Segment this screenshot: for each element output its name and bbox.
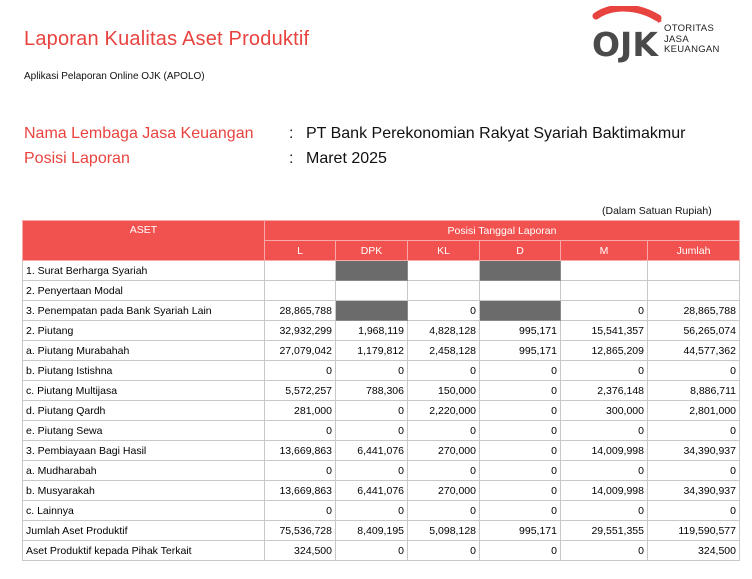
- value-cell: 995,171: [480, 341, 561, 361]
- value-cell: [561, 261, 648, 281]
- column-header: L: [265, 241, 336, 261]
- value-cell: 5,098,128: [408, 521, 480, 541]
- value-cell: 0: [480, 441, 561, 461]
- logo-mark: OJK: [592, 25, 658, 64]
- value-cell: 0: [336, 421, 408, 441]
- value-cell: 12,865,209: [561, 341, 648, 361]
- shaded-cell: [336, 261, 408, 281]
- table-row: [23, 501, 740, 521]
- value-cell: 0: [336, 361, 408, 381]
- info-colon: :: [289, 149, 294, 167]
- value-cell: [265, 261, 336, 281]
- table-row: [23, 261, 740, 281]
- value-cell: 0: [480, 401, 561, 421]
- value-cell: 44,577,362: [648, 341, 740, 361]
- value-cell: 2,458,128: [408, 341, 480, 361]
- value-cell: 0: [561, 361, 648, 381]
- value-cell: 0: [648, 501, 740, 521]
- posisi-value: Maret 2025: [306, 149, 387, 167]
- value-cell: 0: [408, 501, 480, 521]
- app-subtitle: Aplikasi Pelaporan Online OJK (APOLO): [24, 71, 205, 82]
- value-cell: 300,000: [561, 401, 648, 421]
- row-label: 1. Surat Berharga Syariah: [23, 261, 265, 281]
- group-header: Posisi Tanggal Laporan: [265, 221, 740, 241]
- table-body: [23, 261, 740, 561]
- value-cell: 0: [648, 421, 740, 441]
- page-title: Laporan Kualitas Aset Produktif: [24, 28, 310, 50]
- row-label: c. Piutang Multijasa: [23, 381, 265, 401]
- unit-note: (Dalam Satuan Rupiah): [602, 205, 712, 217]
- table-row: [23, 521, 740, 541]
- value-cell: [480, 281, 561, 301]
- value-cell: [648, 261, 740, 281]
- shaded-cell: [480, 301, 561, 321]
- value-cell: 27,079,042: [265, 341, 336, 361]
- column-header: KL: [408, 241, 480, 261]
- row-label: 2. Penyertaan Modal: [23, 281, 265, 301]
- value-cell: 15,541,357: [561, 321, 648, 341]
- ojk-logo-icon: [590, 6, 664, 66]
- table-row: [23, 481, 740, 501]
- table-row: [23, 361, 740, 381]
- value-cell: 1,179,812: [336, 341, 408, 361]
- row-label: Jumlah Aset Produktif: [23, 521, 265, 541]
- value-cell: 0: [561, 301, 648, 321]
- logo-line-1: OTORITAS: [664, 23, 715, 34]
- column-header: D: [480, 241, 561, 261]
- row-label: a. Piutang Murabahah: [23, 341, 265, 361]
- value-cell: 0: [265, 421, 336, 441]
- shaded-cell: [336, 301, 408, 321]
- value-cell: 324,500: [265, 541, 336, 561]
- value-cell: 0: [265, 461, 336, 481]
- value-cell: 0: [480, 461, 561, 481]
- value-cell: 0: [648, 461, 740, 481]
- value-cell: 0: [408, 361, 480, 381]
- asset-quality-table: [22, 220, 740, 561]
- report-info: [24, 121, 685, 171]
- value-cell: 150,000: [408, 381, 480, 401]
- value-cell: 34,390,937: [648, 441, 740, 461]
- value-cell: 0: [408, 301, 480, 321]
- value-cell: 0: [480, 381, 561, 401]
- value-cell: 4,828,128: [408, 321, 480, 341]
- aset-header: ASET: [23, 221, 265, 261]
- value-cell: 8,886,711: [648, 381, 740, 401]
- value-cell: 28,865,788: [265, 301, 336, 321]
- value-cell: 1,968,119: [336, 321, 408, 341]
- row-label: d. Piutang Qardh: [23, 401, 265, 421]
- lembaga-value: PT Bank Perekonomian Rakyat Syariah Baktimakmur: [306, 124, 686, 142]
- table-row: [23, 321, 740, 341]
- logo-line-2: JASA: [664, 33, 689, 45]
- table-row: [23, 421, 740, 441]
- info-row-posisi: [24, 146, 685, 171]
- row-label: b. Musyarakah: [23, 481, 265, 501]
- row-label: b. Piutang Istishna: [23, 361, 265, 381]
- column-header: DPK: [336, 241, 408, 261]
- row-label: 2. Piutang: [23, 321, 265, 341]
- value-cell: 14,009,998: [561, 481, 648, 501]
- value-cell: 0: [408, 421, 480, 441]
- value-cell: 0: [480, 541, 561, 561]
- value-cell: 0: [265, 501, 336, 521]
- value-cell: 0: [336, 401, 408, 421]
- value-cell: 119,590,577: [648, 521, 740, 541]
- value-cell: 0: [648, 361, 740, 381]
- value-cell: 2,220,000: [408, 401, 480, 421]
- posisi-label: Posisi Laporan: [24, 149, 130, 167]
- row-label: Aset Produktif kepada Pihak Terkait: [23, 541, 265, 561]
- table-row: [23, 541, 740, 561]
- value-cell: [561, 281, 648, 301]
- logo-line-3: KEUANGAN: [664, 44, 720, 55]
- value-cell: 0: [265, 361, 336, 381]
- value-cell: 0: [561, 501, 648, 521]
- header-row-group: [23, 221, 740, 241]
- value-cell: 995,171: [480, 321, 561, 341]
- value-cell: 75,536,728: [265, 521, 336, 541]
- value-cell: 0: [336, 461, 408, 481]
- value-cell: 0: [561, 461, 648, 481]
- value-cell: 0: [336, 541, 408, 561]
- value-cell: 0: [336, 501, 408, 521]
- table-row: [23, 281, 740, 301]
- value-cell: 0: [408, 461, 480, 481]
- value-cell: 0: [561, 421, 648, 441]
- value-cell: 788,306: [336, 381, 408, 401]
- table-row: [23, 341, 740, 361]
- value-cell: 995,171: [480, 521, 561, 541]
- value-cell: 14,009,998: [561, 441, 648, 461]
- info-colon: :: [289, 124, 294, 142]
- column-header: Jumlah: [648, 241, 740, 261]
- value-cell: 32,932,299: [265, 321, 336, 341]
- column-header: M: [561, 241, 648, 261]
- value-cell: [265, 281, 336, 301]
- table-row: [23, 381, 740, 401]
- value-cell: 8,409,195: [336, 521, 408, 541]
- value-cell: [648, 281, 740, 301]
- value-cell: 2,376,148: [561, 381, 648, 401]
- row-label: e. Piutang Sewa: [23, 421, 265, 441]
- table-row: [23, 301, 740, 321]
- value-cell: 13,669,863: [265, 481, 336, 501]
- table-row: [23, 441, 740, 461]
- value-cell: 13,669,863: [265, 441, 336, 461]
- ojk-logo: [590, 6, 740, 66]
- row-label: a. Mudharabah: [23, 461, 265, 481]
- lembaga-label: Nama Lembaga Jasa Keuangan: [24, 124, 254, 142]
- shaded-cell: [480, 261, 561, 281]
- value-cell: 0: [408, 541, 480, 561]
- value-cell: 0: [480, 481, 561, 501]
- value-cell: 0: [480, 421, 561, 441]
- value-cell: 270,000: [408, 441, 480, 461]
- row-label: 3. Penempatan pada Bank Syariah Lain: [23, 301, 265, 321]
- value-cell: 6,441,076: [336, 441, 408, 461]
- value-cell: 2,801,000: [648, 401, 740, 421]
- value-cell: 281,000: [265, 401, 336, 421]
- value-cell: 270,000: [408, 481, 480, 501]
- value-cell: 34,390,937: [648, 481, 740, 501]
- value-cell: 0: [480, 361, 561, 381]
- value-cell: 6,441,076: [336, 481, 408, 501]
- row-label: c. Lainnya: [23, 501, 265, 521]
- value-cell: 324,500: [648, 541, 740, 561]
- table-row: [23, 401, 740, 421]
- value-cell: 0: [480, 501, 561, 521]
- value-cell: 56,265,074: [648, 321, 740, 341]
- value-cell: 29,551,355: [561, 521, 648, 541]
- value-cell: [408, 281, 480, 301]
- value-cell: [336, 281, 408, 301]
- value-cell: 5,572,257: [265, 381, 336, 401]
- info-row-lembaga: [24, 121, 685, 146]
- value-cell: 0: [561, 541, 648, 561]
- table-row: [23, 461, 740, 481]
- value-cell: 28,865,788: [648, 301, 740, 321]
- value-cell: [408, 261, 480, 281]
- logo-wordmark: [664, 24, 720, 56]
- row-label: 3. Pembiayaan Bagi Hasil: [23, 441, 265, 461]
